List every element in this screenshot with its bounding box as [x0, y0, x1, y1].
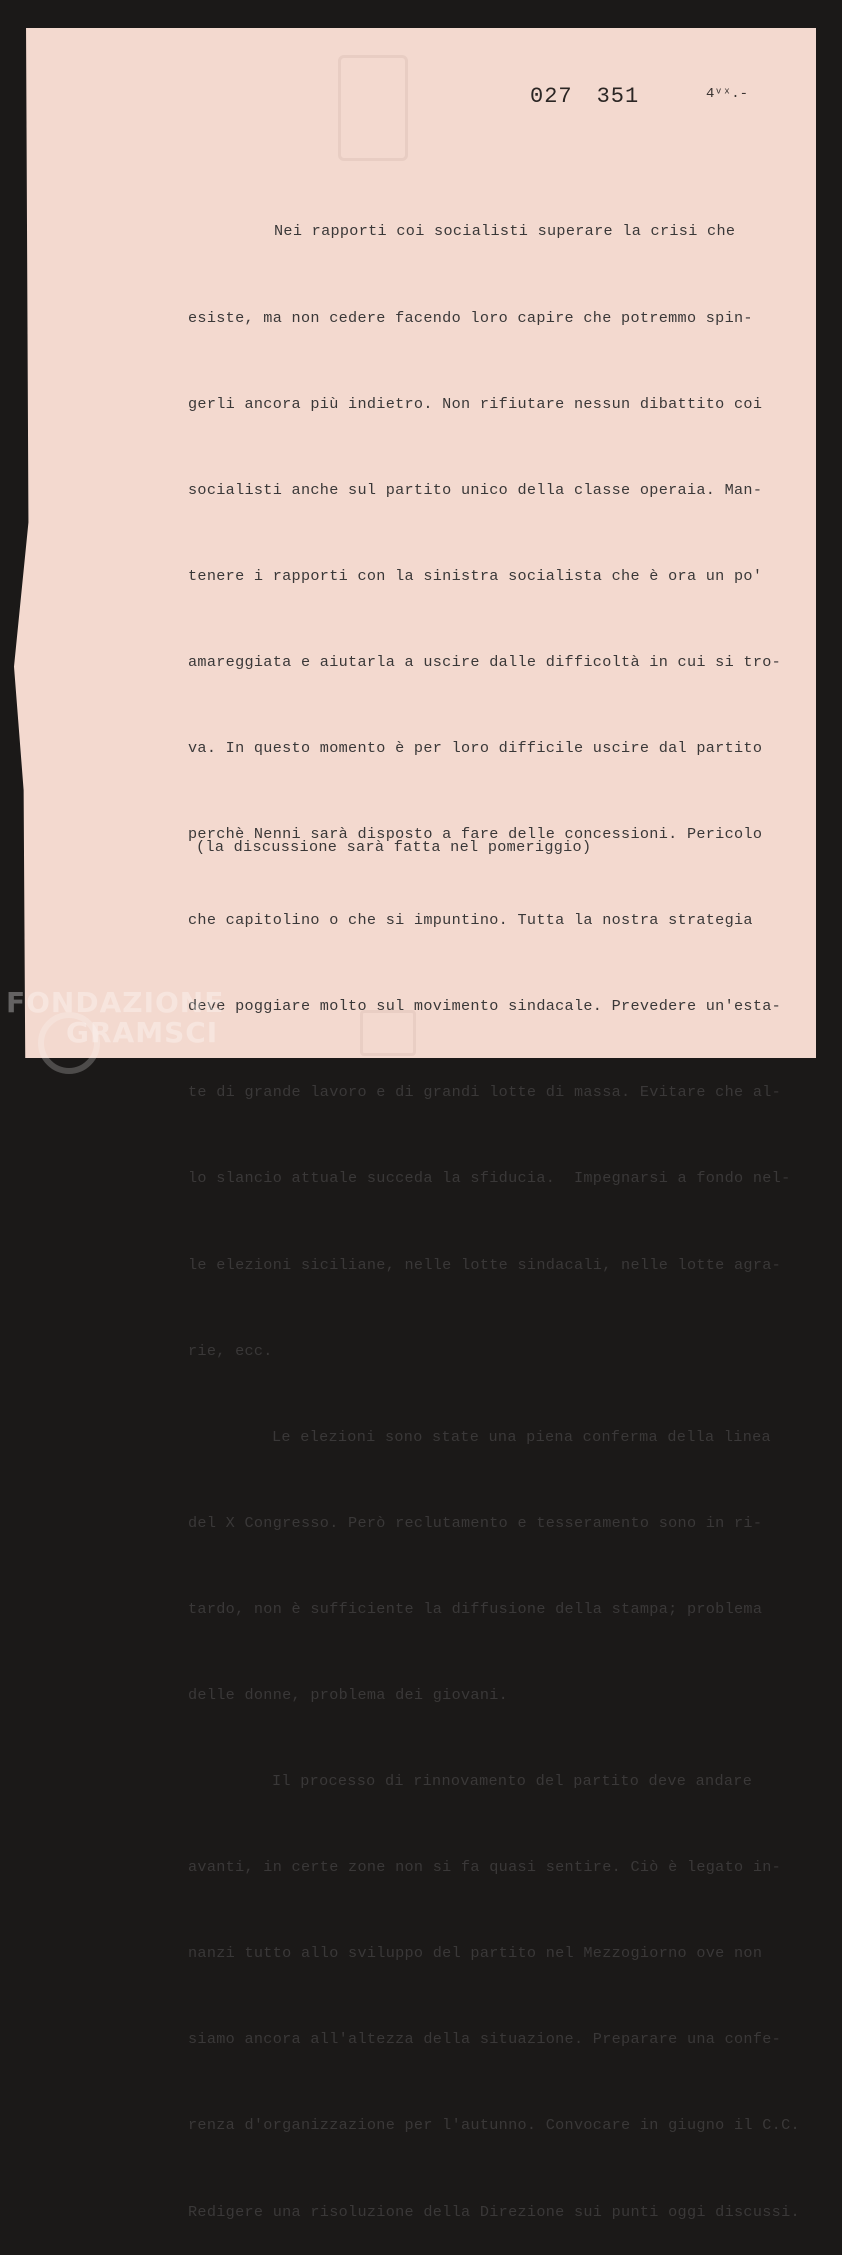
text-line: nanzi tutto allo sviluppo del partito nel Mezzogiorno ove non [188, 1944, 763, 1963]
text-line: tenere i rapporti con la sinistra socialista che è ora un po' [188, 566, 763, 585]
closing-note: (la discussione sarà fatta nel pomeriggio) [196, 838, 592, 856]
text-line: va. In questo momento è per loro difficile uscire dal partito [188, 738, 763, 757]
text-line: amareggiata e aiutarla a uscire dalle difficoltà in cui si tro- [188, 652, 782, 671]
text-line: rie, ecc. [188, 1341, 273, 1360]
text-line: lo slancio attuale succeda la sfiducia. Impegnarsi a fondo nel- [188, 1169, 791, 1188]
text-line: Redigere una risoluzione della Direzione sui punti oggi discussi. [188, 2202, 800, 2221]
text-line: che capitolino o che si impuntino. Tutta la nostra strategia [188, 911, 753, 930]
text-line: siamo ancora all'altezza della situazione. Preparare una confe- [188, 2030, 782, 2049]
text-line: Le elezioni sono state una piena conferma della linea [272, 1427, 771, 1446]
text-line: avanti, in certe zone non si fa quasi sentire. Ciò è legato in- [188, 1858, 782, 1877]
text-line: deve poggiare molto sul movimento sindacale. Prevedere un'esta- [188, 997, 782, 1016]
page-marker: 4ᵛˣ.- [706, 86, 749, 102]
faint-stamp-mark [338, 55, 408, 161]
text-line: Nei rapporti coi socialisti superare la crisi che [274, 222, 736, 241]
text-line: te di grande lavoro e di grandi lotte di massa. Evitare che al- [188, 1083, 782, 1102]
document-number-part2: 351 [596, 84, 640, 109]
text-line: esiste, ma non cedere facendo loro capire che potremmo spin- [188, 308, 753, 327]
text-line: tardo, non è sufficiente la diffusione della stampa; problema [188, 1599, 763, 1618]
text-line: delle donne, problema dei giovani. [188, 1686, 509, 1704]
text-line: renza d'organizzazione per l'autunno. Convocare in giugno il C.C. [188, 2116, 800, 2135]
text-line: gerli ancora più indietro. Non rifiutare nessun dibattito coi [188, 394, 763, 413]
text-line: del X Congresso. Però reclutamento e tesseramento sono in ri- [188, 1513, 763, 1532]
watermark-line1: FONDAZIONE [6, 986, 225, 1019]
document-number [530, 84, 663, 109]
document-number-part1: 027 [530, 84, 573, 109]
text-line: Il processo di rinnovamento del partito deve andare [272, 1772, 753, 1791]
text-line: perchè Nenni sarà disposto a fare delle concessioni. Pericolo [188, 825, 763, 844]
text-line: le elezioni siciliane, nelle lotte sindacali, nelle lotte agra- [188, 1255, 782, 1274]
document-body [188, 160, 808, 2255]
watermark-line2: GRAMSCI [66, 1016, 219, 1049]
text-line: socialisti anche sul partito unico della classe operaia. Man- [188, 480, 763, 499]
watermark-logo [6, 988, 224, 1048]
